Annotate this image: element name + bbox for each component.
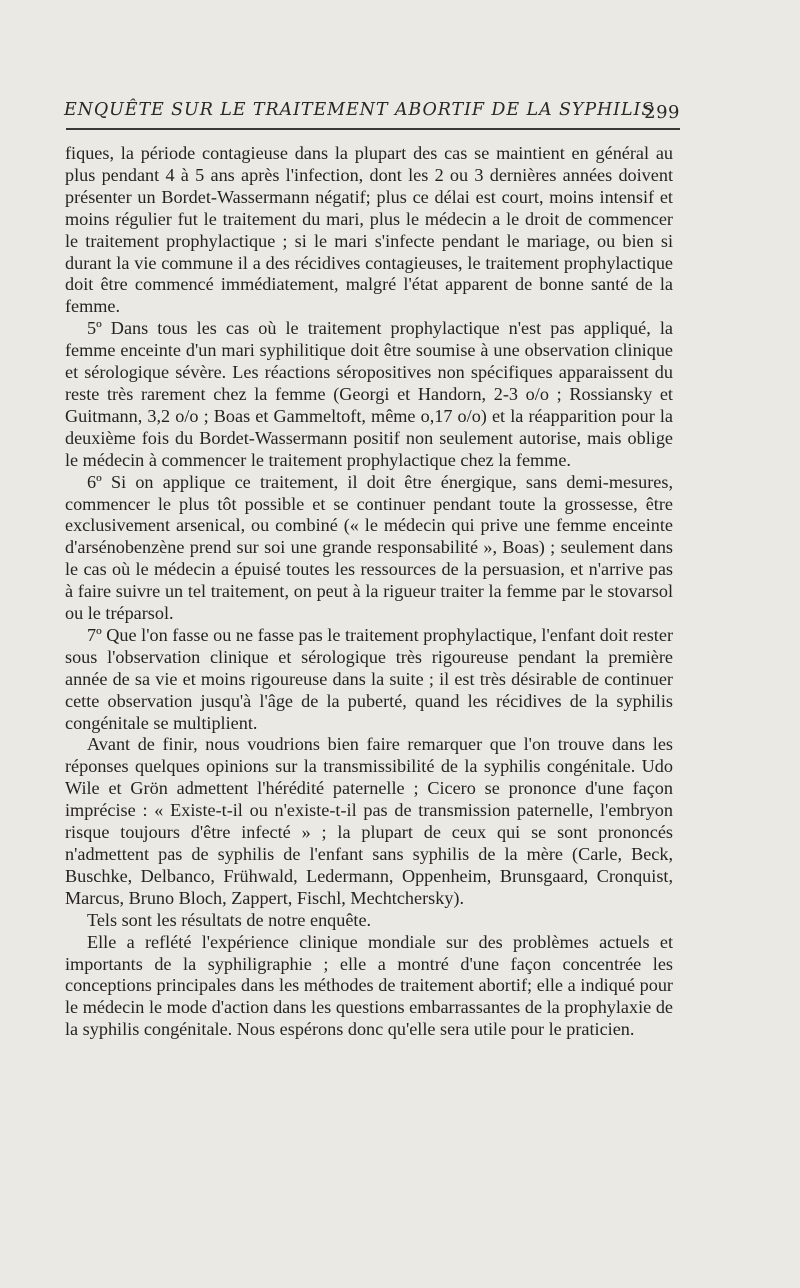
paragraph-continuation: fiques, la période contagieuse dans la plupart des cas se maintient en général au plus pendant 4 à 5 ans après l'infection, dont les 2 ou 3 dernières années doivent présenter un Bordet-Wassermann négatif; plus ce délai est court, moins intensif et moins régulier fut le traitement du mari, plus le médecin a le droit de commencer le traitement prophylactique ; si le mari s'infecte pendant le mariage, ou bien si durant la vie commune il a des récidives contagieuses, le traitement prophylactique doit être commencé immédiatement, malgré l'état apparent de bonne santé de la femme. bbox=[65, 143, 673, 317]
paragraph-congenital-transmission: Avant de finir, nous voudrions bien faire remarquer que l'on trouve dans les réponses quelques opinions sur la transmissibilité de la syphilis congénitale. Udo Wile et Grön admettent l'hérédité paternelle ; Cicero se prononce d'une façon imprécise : « Existe-t-il ou n'existe-t-il pas de transmission paternelle, l'embryon risque toujours d'être infecté » ; la plupart de ceux qui se sont prononcés n'admettent pas de syphilis de l'enfant sans syphilis de la mère (Carle, Beck, Buschke, Delbanco, Frühwald, Ledermann, Oppenheim, Brunsgaard, Cronquist, Marcus, Bruno Bloch, Zappert, Fischl, Mechtchersky). bbox=[65, 734, 673, 908]
paragraph-results: Tels sont les résultats de notre enquête. bbox=[87, 909, 372, 930]
page-number: 299 bbox=[644, 102, 680, 123]
paragraph-item-7: 7º Que l'on fasse ou ne fasse pas le traitement prophylactique, l'enfant doit rester sous l'observation clinique et sérologique très rigoureuse pendant la première année de sa vie et moins rigoureuse dans la suite ; il est très désirable de continuer cette observation jusqu'à l'âge de la puberté, quand les récidives de la syphilis congénitale se multiplient. bbox=[65, 624, 673, 733]
paragraph-item-5: 5º Dans tous les cas où le traitement prophylactique n'est pas appliqué, la femme enceinte d'un mari syphilitique doit être soumise à une observation clinique et sérologique sévère. Les réactions séropositives non spécifiques apparaissent du reste très rarement chez la femme (Georgi et Handorn, 2-3 o/o ; Rossiansky et Guitmann, 3,2 o/o ; Boas et Gammeltoft, même o,17 o/o) et la réapparition pour la deuxième fois du Bordet-Wassermann positif non seulement autorise, mais oblige le médecin à commencer le traitement prophylactique chez la femme. bbox=[65, 318, 673, 470]
paragraph-conclusion: Elle a reflété l'expérience clinique mondiale sur des problèmes actuels et importants de la syphiligraphie ; elle a montré d'une façon concentrée les conceptions principales dans les méthodes de traitement abortif; elle a indiqué pour le médecin le mode d'action dans les questions embarrassantes de la prophylaxie de la syphilis congénitale. Nous espérons donc qu'elle sera utile pour le praticien. bbox=[65, 931, 673, 1040]
running-title: ENQUÊTE SUR LE TRAITEMENT ABORTIF DE LA SYPHILIS bbox=[64, 100, 655, 120]
paragraph-item-6: 6º Si on applique ce traitement, il doit être énergique, sans demi-mesures, commencer le plus tôt possible et se continuer pendant toute la grossesse, être exclusivement arsenical, ou combiné (« le médecin qui prive une femme enceinte d'arsénobenzène prend sur soi une grande responsabilité », Boas) ; seulement dans le cas où le médecin a épuisé toutes les ressources de la persuasion, et n'arrive pas à faire suivre un tel traitement, on peut à la rigueur traiter la femme par le stovarsol ou le tréparsol. bbox=[65, 471, 673, 624]
body-text bbox=[65, 143, 673, 1041]
header-rule bbox=[66, 128, 680, 130]
running-header bbox=[64, 100, 680, 126]
